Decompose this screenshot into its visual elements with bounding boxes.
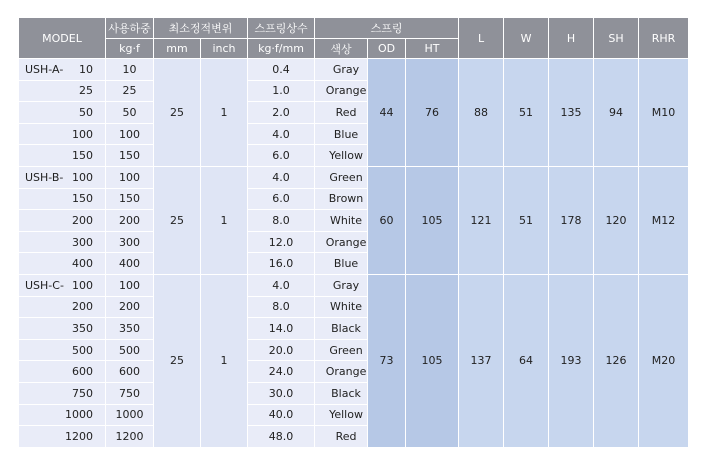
load-cell: 500: [106, 339, 154, 361]
header-load-unit: kg·f: [106, 39, 154, 59]
model-number: 350: [72, 321, 93, 335]
header-ht: HT: [406, 39, 459, 59]
header-load: 사용하중: [106, 18, 154, 39]
color-cell: White: [315, 210, 368, 232]
model-cell: [19, 145, 106, 167]
spring-rate-cell: 2.0: [248, 102, 315, 124]
load-cell: 1000: [106, 404, 154, 426]
model-number: 400: [72, 257, 93, 271]
color-cell: Black: [315, 382, 368, 404]
sh-cell: 126: [594, 274, 639, 447]
min-disp-inch-cell: 1: [201, 274, 248, 447]
spec-body: [19, 59, 689, 448]
header-rhr: RHR: [639, 18, 689, 59]
header-sh: SH: [594, 18, 639, 59]
spring-rate-cell: 1.0: [248, 80, 315, 102]
model-number: 10: [79, 62, 93, 76]
model-number: 1000: [65, 408, 93, 422]
load-cell: 200: [106, 210, 154, 232]
model-number: 500: [72, 343, 93, 357]
load-cell: 100: [106, 123, 154, 145]
load-cell: 10: [106, 59, 154, 81]
header-l: L: [459, 18, 504, 59]
model-cell: [19, 361, 106, 383]
header-w: W: [504, 18, 549, 59]
model-cell: [19, 339, 106, 361]
color-cell: Red: [315, 102, 368, 124]
header-min-displacement: 최소정적변위: [154, 18, 248, 39]
ht-cell: 76: [406, 59, 459, 167]
model-number: 200: [72, 213, 93, 227]
w-cell: 51: [504, 59, 549, 167]
table-row: [19, 274, 689, 296]
model-cell: [19, 80, 106, 102]
color-cell: Orange: [315, 361, 368, 383]
sh-cell: 120: [594, 166, 639, 274]
load-cell: 400: [106, 253, 154, 275]
color-cell: Blue: [315, 123, 368, 145]
w-cell: 51: [504, 166, 549, 274]
load-cell: 150: [106, 188, 154, 210]
header-rate-unit: kg·f/mm: [248, 39, 315, 59]
spring-rate-cell: 4.0: [248, 274, 315, 296]
model-number: 25: [79, 84, 93, 98]
model-cell: [19, 253, 106, 275]
header-spring-rate: 스프링상수: [248, 18, 315, 39]
load-cell: 300: [106, 231, 154, 253]
model-cell: [19, 426, 106, 448]
color-cell: Yellow: [315, 404, 368, 426]
spring-rate-cell: 14.0: [248, 318, 315, 340]
rhr-cell: M20: [639, 274, 689, 447]
h-cell: 135: [549, 59, 594, 167]
load-cell: 200: [106, 296, 154, 318]
load-cell: 600: [106, 361, 154, 383]
header-mm: mm: [154, 39, 201, 59]
color-cell: Green: [315, 339, 368, 361]
min-disp-mm-cell: 25: [154, 166, 201, 274]
color-cell: Black: [315, 318, 368, 340]
spring-rate-cell: 16.0: [248, 253, 315, 275]
model-number: 200: [72, 300, 93, 314]
rhr-cell: M10: [639, 59, 689, 167]
l-cell: 121: [459, 166, 504, 274]
model-cell: [19, 318, 106, 340]
model-prefix: USH-B-: [25, 170, 64, 184]
spring-rate-cell: 24.0: [248, 361, 315, 383]
load-cell: 350: [106, 318, 154, 340]
model-number: 1200: [65, 429, 93, 443]
load-cell: 150: [106, 145, 154, 167]
spring-rate-cell: 30.0: [248, 382, 315, 404]
header-color: 색상: [315, 39, 368, 59]
spring-rate-cell: 12.0: [248, 231, 315, 253]
min-disp-inch-cell: 1: [201, 166, 248, 274]
header-h: H: [549, 18, 594, 59]
model-prefix: USH-C-: [25, 278, 64, 292]
sh-cell: 94: [594, 59, 639, 167]
model-cell: [19, 102, 106, 124]
model-number: 600: [72, 365, 93, 379]
spring-rate-cell: 4.0: [248, 166, 315, 188]
model-cell: [19, 382, 106, 404]
color-cell: Gray: [315, 274, 368, 296]
min-disp-mm-cell: 25: [154, 59, 201, 167]
model-prefix: USH-A-: [25, 62, 64, 76]
model-number: 150: [72, 149, 93, 163]
color-cell: Orange: [315, 231, 368, 253]
spring-rate-cell: 6.0: [248, 145, 315, 167]
header-model: MODEL: [19, 18, 106, 59]
min-disp-inch-cell: 1: [201, 59, 248, 167]
color-cell: Red: [315, 426, 368, 448]
header-spring: 스프링: [315, 18, 459, 39]
model-cell: [19, 188, 106, 210]
model-number: 100: [72, 127, 93, 141]
ht-cell: 105: [406, 274, 459, 447]
spring-rate-cell: 4.0: [248, 123, 315, 145]
color-cell: Gray: [315, 59, 368, 81]
model-number: 100: [72, 170, 93, 184]
model-number: 50: [79, 105, 93, 119]
load-cell: 1200: [106, 426, 154, 448]
spring-rate-cell: 40.0: [248, 404, 315, 426]
od-cell: 44: [368, 59, 406, 167]
od-cell: 60: [368, 166, 406, 274]
spring-rate-cell: 0.4: [248, 59, 315, 81]
model-number: 750: [72, 386, 93, 400]
spring-rate-cell: 20.0: [248, 339, 315, 361]
l-cell: 88: [459, 59, 504, 167]
w-cell: 64: [504, 274, 549, 447]
load-cell: 100: [106, 166, 154, 188]
ht-cell: 105: [406, 166, 459, 274]
h-cell: 193: [549, 274, 594, 447]
model-cell: [19, 296, 106, 318]
od-cell: 73: [368, 274, 406, 447]
model-number: 300: [72, 235, 93, 249]
model-cell: [19, 123, 106, 145]
load-cell: 50: [106, 102, 154, 124]
color-cell: Yellow: [315, 145, 368, 167]
load-cell: 25: [106, 80, 154, 102]
spring-rate-cell: 6.0: [248, 188, 315, 210]
model-number: 100: [72, 278, 93, 292]
color-cell: Orange: [315, 80, 368, 102]
color-cell: Green: [315, 166, 368, 188]
model-number: 150: [72, 192, 93, 206]
color-cell: White: [315, 296, 368, 318]
l-cell: 137: [459, 274, 504, 447]
spring-rate-cell: 8.0: [248, 296, 315, 318]
min-disp-mm-cell: 25: [154, 274, 201, 447]
model-cell: [19, 231, 106, 253]
load-cell: 100: [106, 274, 154, 296]
header-inch: inch: [201, 39, 248, 59]
load-cell: 750: [106, 382, 154, 404]
table-row: [19, 166, 689, 188]
header-od: OD: [368, 39, 406, 59]
model-cell: [19, 404, 106, 426]
spec-table: [18, 17, 689, 448]
model-cell: [19, 274, 106, 296]
model-cell: [19, 210, 106, 232]
spring-rate-cell: 48.0: [248, 426, 315, 448]
h-cell: 178: [549, 166, 594, 274]
color-cell: Brown: [315, 188, 368, 210]
model-cell: [19, 166, 106, 188]
table-row: [19, 59, 689, 81]
spring-rate-cell: 8.0: [248, 210, 315, 232]
rhr-cell: M12: [639, 166, 689, 274]
color-cell: Blue: [315, 253, 368, 275]
model-cell: [19, 59, 106, 81]
